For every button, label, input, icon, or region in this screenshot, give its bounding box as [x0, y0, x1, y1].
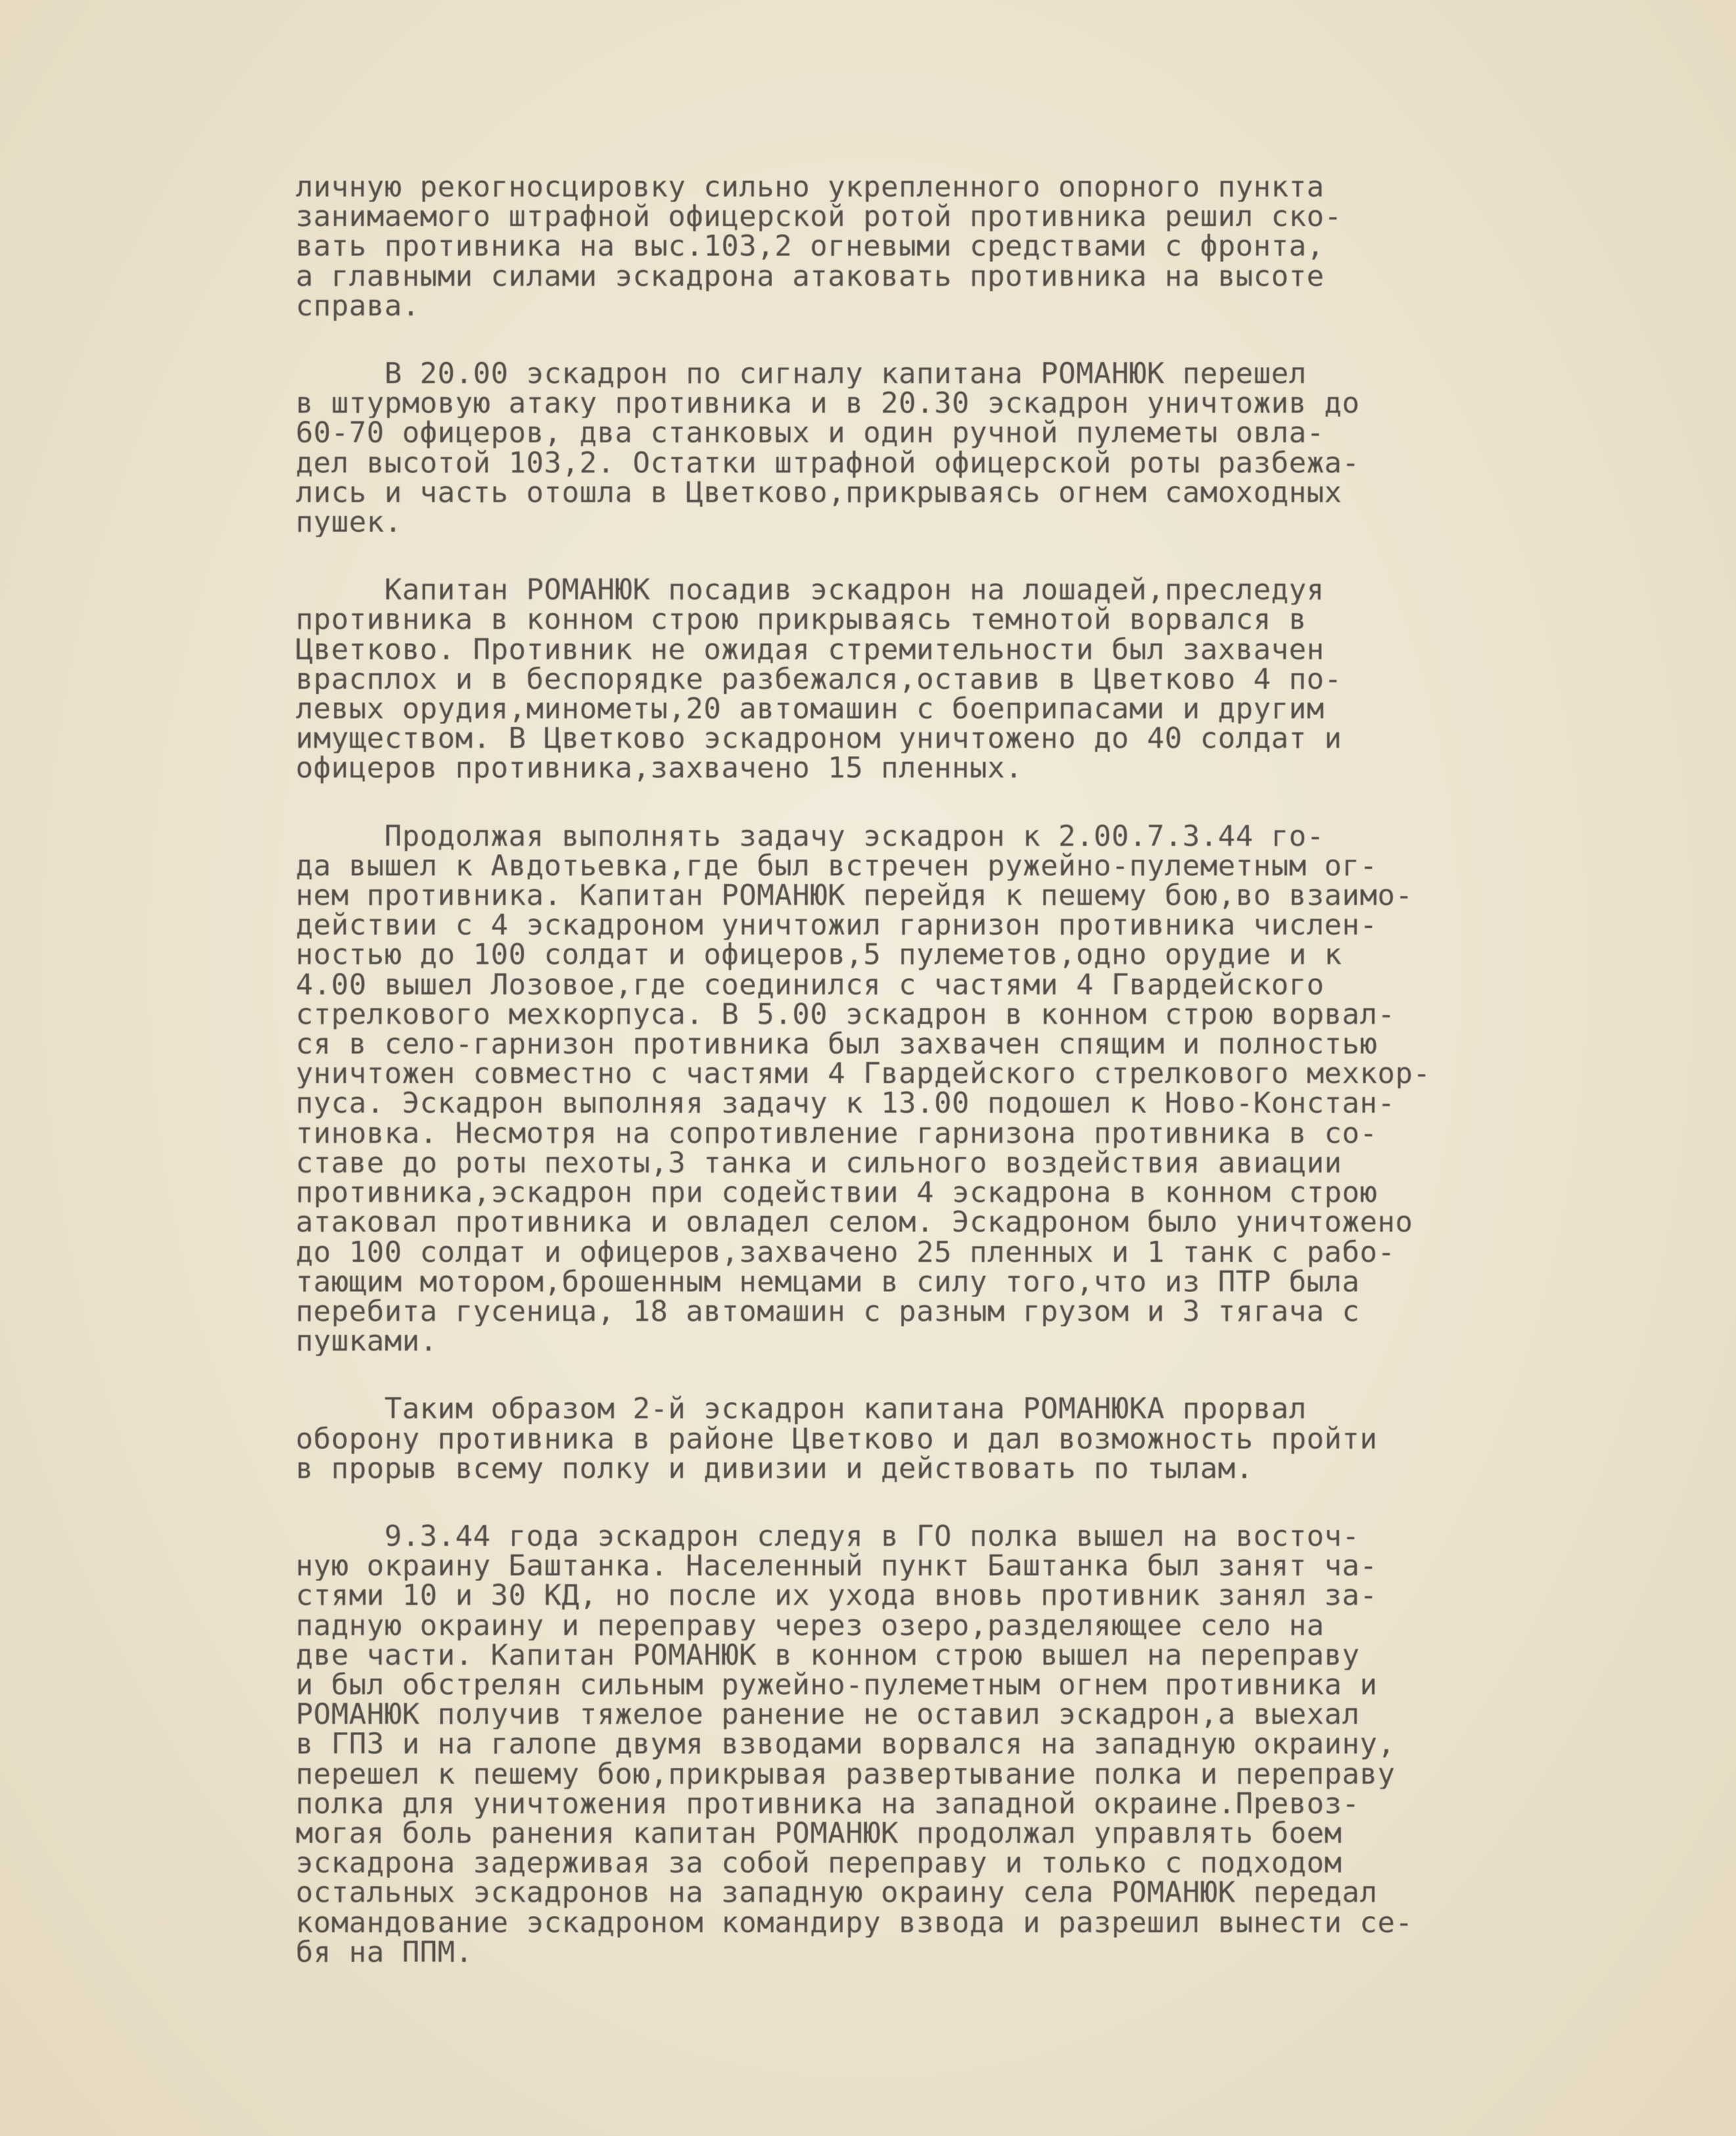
text-line: 9.3.44 года эскадрон следуя в ГО полка вышел на восточ- [296, 1521, 1360, 1552]
paragraph [296, 822, 1452, 1357]
text-line: РОМАНЮК получив тяжелое ранение не оставил эскадрон,а выехал [296, 1700, 1360, 1730]
text-line: справа. [296, 290, 420, 321]
text-line: Таким образом 2-й эскадрон капитана РОМАНЮКА прорвал [296, 1394, 1307, 1424]
text-line: пушками. [296, 1326, 438, 1357]
paragraph-gap [296, 1483, 1452, 1521]
text-line: пуса. Эскадрон выполняя задачу к 13.00 подошел к Ново-Констан- [296, 1088, 1396, 1119]
paragraph-gap [296, 783, 1452, 822]
text-line: эскадрона задерживая за собой переправу и только с подходом [296, 1848, 1342, 1878]
text-line: противника,эскадрон при содействии 4 эскадрона в конном строю [296, 1178, 1378, 1208]
text-line: Цветково. Противник не ожидая стремительности был захвачен [296, 634, 1325, 664]
text-line: оборону противника в районе Цветково и дал возможность пройти [296, 1424, 1378, 1454]
text-line: перебита гусеница, 18 автомашин с разным грузом и 3 тягача с [296, 1296, 1360, 1327]
text-line: вать противника на выс.103,2 огневыми средствами с фронта, [296, 231, 1325, 262]
text-line: ся в село-гарнизон противника был захвачен спящим и полностью [296, 1029, 1378, 1059]
text-line: врасплох и в беспорядке разбежался,оставив в Цветково 4 по- [296, 664, 1342, 695]
text-line: лись и часть отошла в Цветково,прикрываясь огнем самоходных [296, 477, 1342, 508]
text-line: уничтожен совместно с частями 4 Гвардейского стрелкового мехкор- [296, 1059, 1431, 1089]
typed-text-body [296, 172, 1452, 1967]
text-line: имуществом. В Цветково эскадроном уничтожено до 40 солдат и [296, 724, 1342, 754]
text-line: личную рекогносцировку сильно укрепленного опорного пункта [296, 172, 1325, 202]
text-line: ностью до 100 солдат и офицеров,5 пулеметов,одно орудие и к [296, 940, 1342, 970]
text-line: левых орудия,минометы,20 автомашин с боеприпасами и другим [296, 694, 1325, 724]
text-line: а главными силами эскадрона атаковать противника на высоте [296, 261, 1325, 291]
text-line: ставе до роты пехоты,3 танка и сильного воздействия авиации [296, 1148, 1342, 1178]
text-line: пушек. [296, 507, 402, 538]
text-line: бя на ППМ. [296, 1937, 473, 1967]
text-line: могая боль ранения капитан РОМАНЮК продолжал управлять боем [296, 1818, 1342, 1849]
text-line: 60-70 офицеров, два станковых и один ручной пулеметы овла- [296, 418, 1325, 448]
text-line: В 20.00 эскадрон по сигналу капитана РОМАНЮК перешел [296, 359, 1307, 389]
text-line: тающим мотором,брошенным немцами в силу того,что из ПТР была [296, 1266, 1360, 1297]
text-line: да вышел к Авдотьевка,где был встречен ружейно-пулеметным ог- [296, 850, 1378, 881]
text-line: офицеров противника,захвачено 15 пленных. [296, 753, 1023, 783]
text-line: действии с 4 эскадроном уничтожил гарнизон противника числен- [296, 910, 1378, 940]
text-line: дел высотой 103,2. Остатки штрафной офицерской роты разбежа- [296, 448, 1360, 478]
text-line: падную окраину и переправу через озеро,разделяющее село на [296, 1610, 1325, 1640]
paragraph [296, 172, 1452, 321]
text-line: Капитан РОМАНЮК посадив эскадрон на лошадей,преследуя [296, 575, 1325, 605]
text-line: стрелкового мехкорпуса. В 5.00 эскадрон в конном строю ворвал- [296, 999, 1396, 1030]
text-line: командование эскадроном командиру взвода и разрешил вынести се- [296, 1907, 1413, 1938]
paragraph-gap [296, 321, 1452, 359]
text-line: в ГПЗ и на галопе двумя взводами ворвался на западную окраину, [296, 1729, 1396, 1759]
paragraph [296, 359, 1452, 537]
paragraph [296, 575, 1452, 783]
paragraph-gap [296, 537, 1452, 575]
paragraph-gap [296, 1356, 1452, 1394]
text-line: две части. Капитан РОМАНЮК в конном строю вышел на переправу [296, 1640, 1360, 1670]
text-line: перешел к пешему бою,прикрывая развертывание полка и переправу [296, 1759, 1396, 1789]
text-line: ную окраину Баштанка. Населенный пункт Баштанка был занят ча- [296, 1551, 1378, 1581]
text-line: занимаемого штрафной офицерской ротой противника решил ско- [296, 202, 1342, 232]
paragraph [296, 1394, 1452, 1483]
text-line: тиновка. Несмотря на сопротивление гарнизона противника в со- [296, 1118, 1378, 1148]
text-line: и был обстрелян сильным ружейно-пулеметным огнем противника и [296, 1669, 1378, 1700]
text-line: в штурмовую атаку противника и в 20.30 эскадрон уничтожив до [296, 388, 1360, 419]
text-line: до 100 солдат и офицеров,захвачено 25 пленных и 1 танк с рабо- [296, 1237, 1396, 1267]
text-line: противника в конном строю прикрываясь темнотой ворвался в [296, 605, 1307, 635]
text-line: остальных эскадронов на западную окраину села РОМАНЮК передал [296, 1878, 1378, 1908]
paragraph [296, 1521, 1452, 1967]
text-line: в прорыв всему полку и дивизии и действовать по тылам. [296, 1453, 1254, 1483]
text-line: атаковал противника и овладел селом. Эскадроном было уничтожено [296, 1207, 1413, 1238]
text-line: стями 10 и 30 КД, но после их ухода вновь противник занял за- [296, 1581, 1378, 1611]
text-line: Продолжая выполнять задачу эскадрон к 2.00.7.3.44 го- [296, 821, 1325, 851]
text-line: полка для уничтожения противника на западной окраине.Превоз- [296, 1788, 1360, 1819]
text-line: нем противника. Капитан РОМАНЮК перейдя к пешему бою,во взаимо- [296, 881, 1413, 911]
text-line: 4.00 вышел Лозовое,где соединился с частями 4 Гвардейского [296, 969, 1325, 1000]
